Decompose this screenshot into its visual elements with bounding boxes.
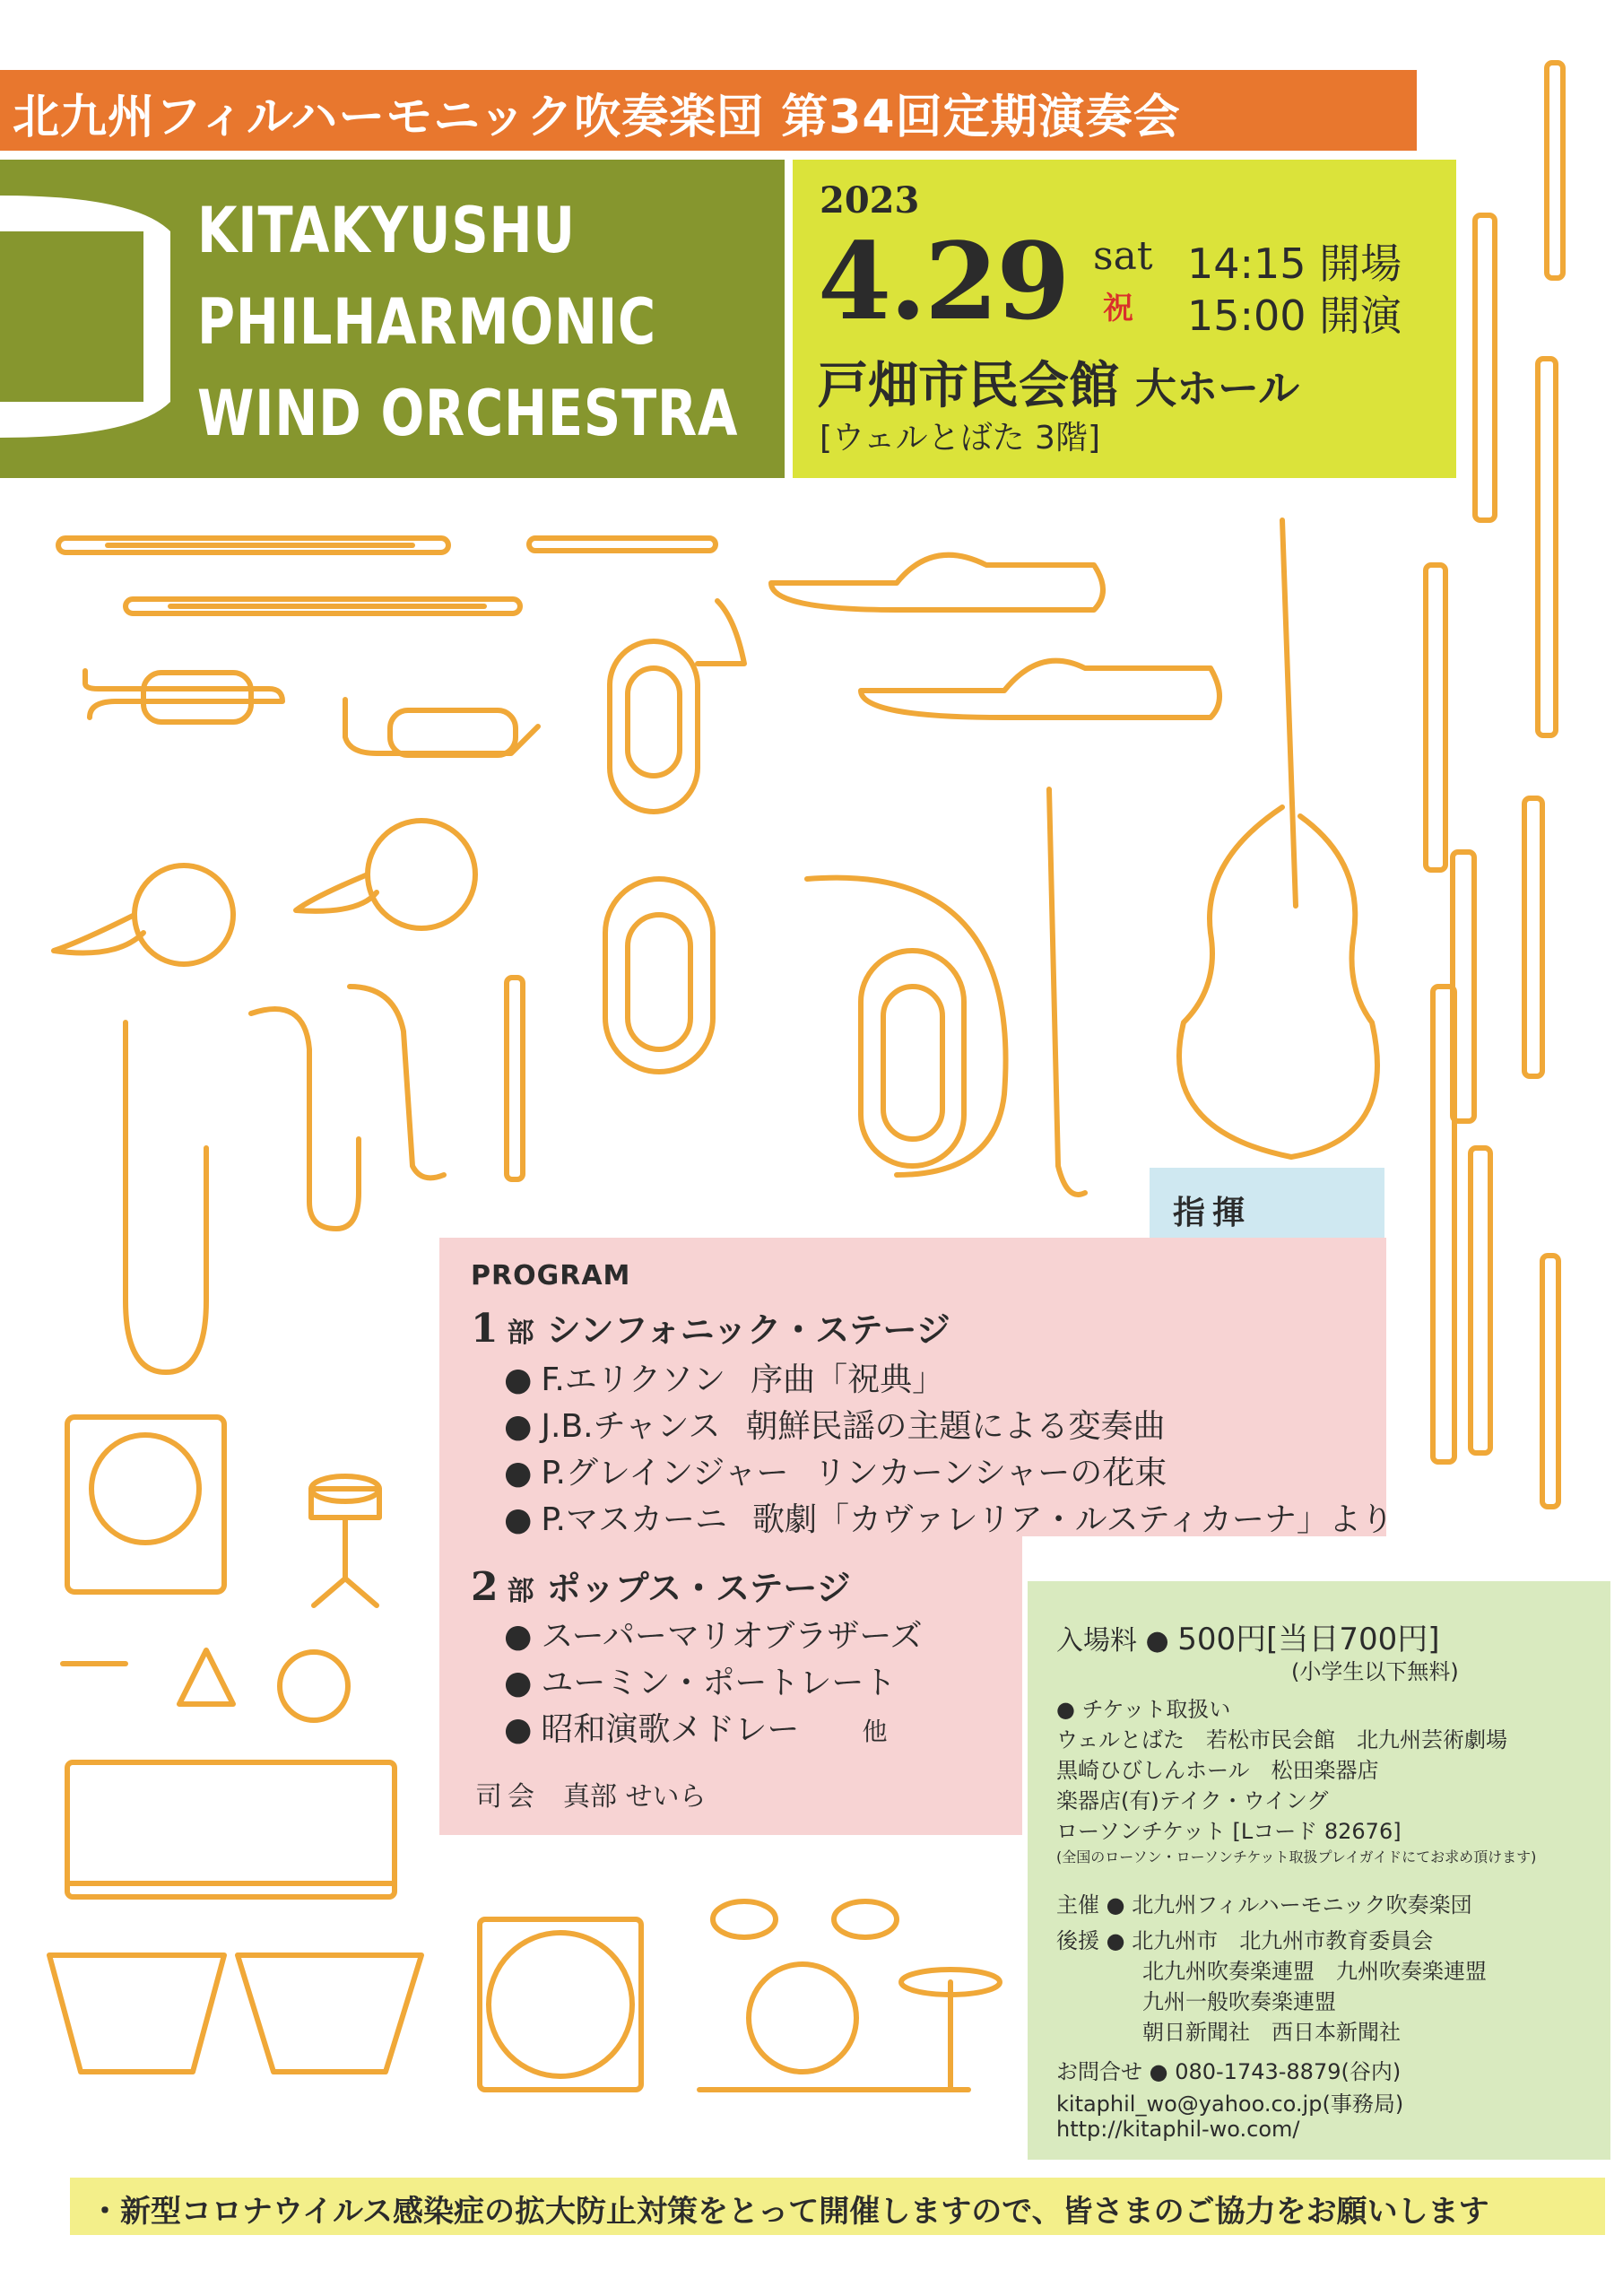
ticket-outlet: 楽器店(有)テイク・ウイング bbox=[1056, 1788, 1329, 1813]
work: 朝鮮民謡の主題による変奏曲 bbox=[745, 1408, 1166, 1445]
program-item: ● スーパーマリオブラザーズ bbox=[504, 1618, 923, 1655]
conductor-label: 指揮 bbox=[1173, 1195, 1253, 1231]
trombone-icon bbox=[771, 555, 1219, 718]
hall-name: 大ホール bbox=[1135, 364, 1300, 413]
start-time: 15:00 開演 bbox=[1187, 291, 1402, 340]
ticket-outlet: ウェルとばた 若松市民会館 北九州芸術劇場 bbox=[1056, 1727, 1508, 1752]
trumpet-icon bbox=[85, 671, 538, 755]
contact-email[interactable]: kitaphil_wo@yahoo.co.jp(事務局) bbox=[1056, 2092, 1404, 2117]
part1-title: シンフォニック・ステージ bbox=[546, 1310, 950, 1350]
part2-number: 2 bbox=[471, 1564, 499, 1610]
program-item: ● ユーミン・ポートレート bbox=[504, 1665, 897, 1701]
support-org: 北九州吹奏楽連盟 九州吹奏楽連盟 bbox=[1142, 1959, 1487, 1984]
logo-line-2: PHILHARMONIC bbox=[197, 285, 656, 359]
logo-line-3: WIND ORCHESTRA bbox=[197, 377, 739, 450]
ticket-outlet: ローソンチケット [Lコード 82676] bbox=[1056, 1819, 1402, 1844]
admission-note: (小学生以下無料) bbox=[1291, 1659, 1459, 1684]
marimba-icon bbox=[67, 1762, 395, 1897]
title-bar bbox=[0, 70, 1417, 151]
support-line: 後援 ● 北九州市 北九州市教育委員会 bbox=[1056, 1928, 1434, 1953]
tuba-icon bbox=[605, 878, 1006, 1175]
double-bass-icon bbox=[1179, 520, 1377, 1157]
event-weekday: sat bbox=[1093, 233, 1153, 279]
work-extra: 他 bbox=[862, 1717, 888, 1746]
orchestra-logo bbox=[0, 160, 785, 478]
part1-suffix: 部 bbox=[507, 1318, 534, 1349]
part2-suffix: 部 bbox=[507, 1576, 534, 1607]
website-link[interactable]: http://kitaphil-wo.com/ bbox=[1056, 2117, 1300, 2142]
triangle-icon bbox=[63, 1650, 348, 1720]
composer: P.グレインジャー bbox=[541, 1455, 789, 1492]
part1-heading bbox=[471, 1302, 950, 1352]
program-item: ● F.エリクソン 序曲「祝典」 bbox=[504, 1361, 945, 1398]
work: スーパーマリオブラザーズ bbox=[541, 1618, 923, 1655]
covid-notice: ・新型コロナウイルス感染症の拡大防止対策をとって開催しますので、皆さまのご協力をお願いします bbox=[90, 2194, 1489, 2230]
part2-title: ポップス・ステージ bbox=[546, 1569, 851, 1608]
work: 序曲「祝典」 bbox=[751, 1361, 945, 1398]
work: 歌劇「カヴァレリア・ルスティカーナ」より bbox=[751, 1501, 1393, 1538]
venue: 戸畑市民会館 bbox=[818, 357, 1119, 415]
admission-label: 入場料 bbox=[1056, 1625, 1137, 1657]
contact-label: お問合せ bbox=[1056, 2059, 1142, 2084]
program-item: ● P.グレインジャー リンカーンシャーの花束 bbox=[504, 1455, 1167, 1492]
organizer-line: 主催 ● 北九州フィルハーモニック吹奏楽団 bbox=[1056, 1892, 1472, 1918]
work: 昭和演歌メドレー bbox=[541, 1711, 800, 1748]
organizer: 北九州フィルハーモニック吹奏楽団 bbox=[1132, 1892, 1472, 1918]
program-item: ● P.マスカーニ 歌劇「カヴァレリア・ルスティカーナ」より bbox=[504, 1501, 1393, 1538]
admission-price: 500円[当日700円] bbox=[1177, 1622, 1440, 1657]
tickets-label: チケット取扱い bbox=[1081, 1697, 1231, 1722]
part2-heading bbox=[471, 1561, 851, 1610]
support-label: 後援 bbox=[1056, 1928, 1099, 1953]
euphonium-icon bbox=[610, 601, 744, 812]
organizer-label: 主催 bbox=[1056, 1892, 1099, 1918]
timpani-icon bbox=[49, 1955, 421, 2072]
notice-bar bbox=[70, 2178, 1605, 2235]
venue-name bbox=[818, 346, 1299, 418]
logo-line-1: KITAKYUSHU bbox=[197, 194, 576, 267]
support-org: 朝日新聞社 西日本新聞社 bbox=[1142, 2020, 1401, 2045]
event-date: 4.29 bbox=[818, 219, 1069, 344]
mc-line bbox=[475, 1774, 707, 1813]
mc-label: 司会 bbox=[475, 1781, 540, 1813]
event-year: 2023 bbox=[820, 179, 920, 222]
ticket-outlet: 黒崎ひびしんホール 松田楽器店 bbox=[1056, 1758, 1379, 1783]
part1-number: 1 bbox=[471, 1306, 499, 1352]
work: リンカーンシャーの花束 bbox=[813, 1455, 1167, 1492]
support-org: 九州一般吹奏楽連盟 bbox=[1142, 1989, 1336, 2014]
composer: F.エリクソン bbox=[541, 1361, 726, 1398]
work: ユーミン・ポートレート bbox=[541, 1665, 897, 1701]
phone: 080-1743-8879(谷内) bbox=[1175, 2059, 1402, 2084]
trumpet-bell-icon bbox=[0, 178, 188, 456]
mc-name: 真部 せいら bbox=[563, 1781, 707, 1813]
program-heading: PROGRAM bbox=[471, 1260, 631, 1292]
drum-kit-icon bbox=[699, 1901, 1000, 2090]
flute-icon bbox=[58, 538, 716, 613]
open-time: 14:15 開場 bbox=[1187, 239, 1402, 288]
tickets-line: ● チケット取扱い bbox=[1056, 1697, 1231, 1722]
program-item: ● J.B.チャンス 朝鮮民謡の主題による変奏曲 bbox=[504, 1408, 1166, 1445]
event-info-box bbox=[793, 160, 1456, 478]
venue-sub: [ウェルとばた 3階] bbox=[820, 420, 1100, 457]
admission-line: 入場料 ● 500円[当日700円] bbox=[1056, 1622, 1440, 1657]
support-org: 北九州市 北九州市教育委員会 bbox=[1132, 1928, 1434, 1953]
snare-drum-icon bbox=[311, 1476, 379, 1605]
bass-drum-icon bbox=[480, 1919, 641, 2090]
composer: J.B.チャンス bbox=[541, 1408, 721, 1445]
contact-line: お問合せ ● 080-1743-8879(谷内) bbox=[1056, 2059, 1402, 2084]
horn-icon bbox=[54, 821, 475, 964]
composer: P.マスカーニ bbox=[541, 1501, 727, 1538]
concert-title: 北九州フィルハーモニック吹奏楽団 第34回定期演奏会 bbox=[13, 91, 1181, 144]
ticket-note: (全国のローソン・ローソンチケット取扱プレイガイドにてお求め頂けます) bbox=[1056, 1848, 1537, 1866]
program-item: ● 昭和演歌メドレー 他 bbox=[504, 1711, 888, 1748]
holiday-badge: 祝 bbox=[1103, 291, 1133, 326]
gong-icon bbox=[67, 1417, 224, 1592]
